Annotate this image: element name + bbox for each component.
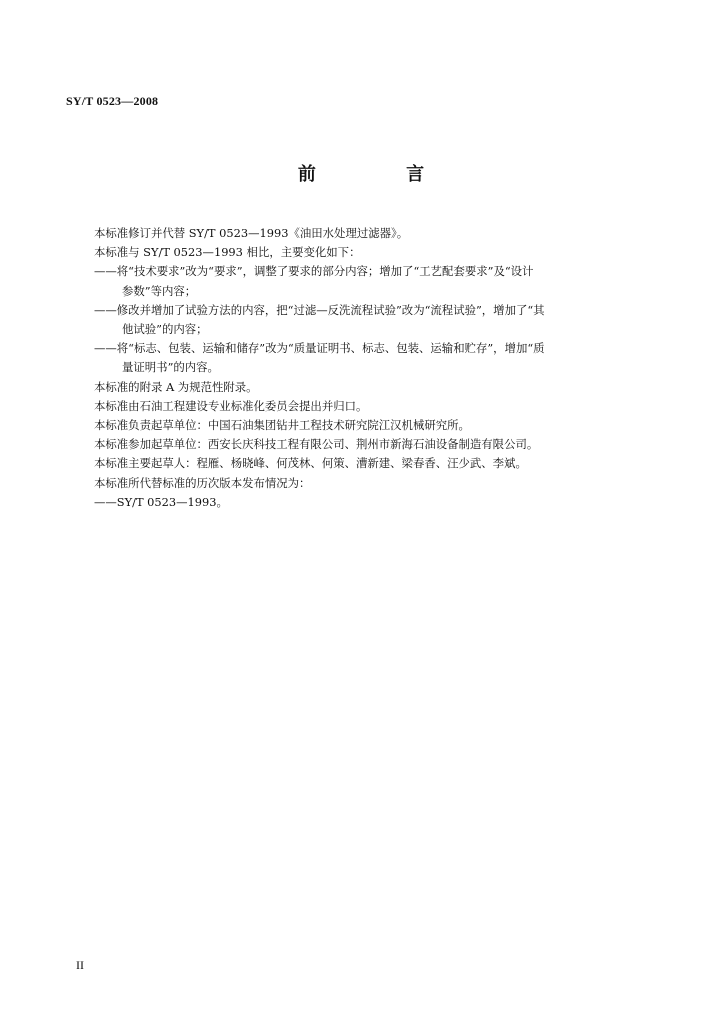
change-item-line: 量证明书”的内容。 [122,360,219,375]
paragraph-replaces: 本标准修订并代替 SY/T 0523—1993《油田水处理过滤器》。 [94,226,409,240]
paragraph-drafters: 本标准主要起草人：程雁、杨晓峰、何茂林、何策、漕新建、梁春香、汪少武、李斌。 [94,456,527,471]
paragraph-proposer: 本标准由石油工程建设专业标准化委员会提出并归口。 [94,398,368,413]
paragraph-history-intro: 本标准所代替标准的历次版本发布情况为： [94,475,311,490]
page-title: 前 言 [297,164,467,185]
change-item-test-methods [94,301,634,339]
change-item-requirements [94,262,634,300]
standard-code-header: SY/T 0523—2008 [66,94,159,108]
change-item-line: ——将“技术要求”改为“要求”，调整了要求的部分内容；增加了“工艺配套要求”及“设计 [94,264,534,279]
paragraph-drafting-unit: 本标准负责起草单位：中国石油集团钻井工程技术研究院江汉机械研究所。 [94,418,470,433]
change-item-line: ——将“标志、包装、运输和储存”改为“质量证明书、标志、包装、运输和贮存”，增加“质 [94,341,545,356]
change-item-marking [94,339,634,377]
paragraph-annex: 本标准的附录 A 为规范性附录。 [94,379,258,394]
change-item-line: ——修改并增加了试验方法的内容，把“过滤—反洗流程试验”改为“流程试验”，增加了“其 [94,302,545,317]
paragraph-changes-intro: 本标准与 SY/T 0523—1993 相比，主要变化如下： [94,245,361,260]
page-number: II [76,958,84,972]
change-item-line: 参数”等内容； [122,283,197,298]
foreword-body [94,224,634,512]
change-item-line: 他试验”的内容； [122,322,208,337]
paragraph-history-item: ——SY/T 0523—1993。 [94,494,228,509]
paragraph-participating-units: 本标准参加起草单位：西安长庆科技工程有限公司、荆州市新海石油设备制造有限公司。 [94,437,539,452]
